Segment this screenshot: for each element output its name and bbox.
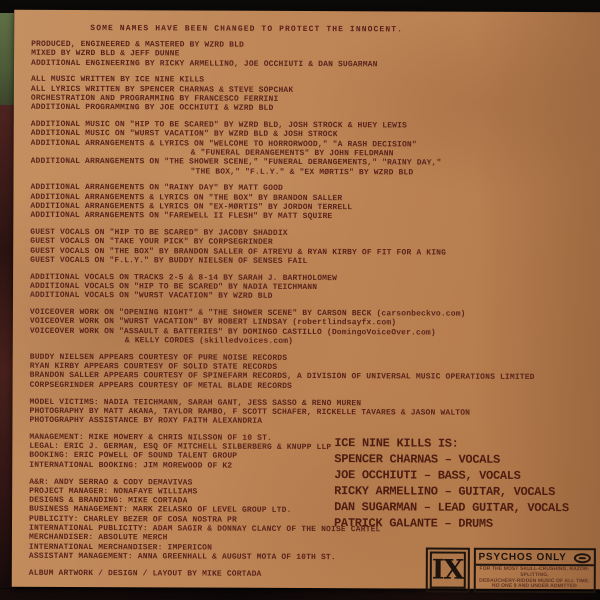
credit-line: ADDITIONAL PROGRAMMING BY JOE OCCHIUTI & WZRD BLD (30, 103, 274, 114)
credit-line: ADDITIONAL VOCALS ON "WURST VACATION" BY WZRD BLD (29, 291, 273, 302)
credit-line: PRODUCED, ENGINEERED & MASTERED BY WZRD BLD (31, 39, 245, 50)
liner-notes-sheet (12, 10, 600, 590)
credit-line: ADDITIONAL MUSIC ON "WURST VACATION" BY WZRD BLD & JOSH STROCK (30, 129, 338, 140)
credit-line: RYAN KIRBY APPEARS COURTESY OF SOLID STATE RECORDS (29, 361, 278, 372)
credit-line: INTERNATIONAL PUBLICITY: ADAM SAGIR & DONNAY CLANCY OF THE NOISE CARTEL (28, 523, 381, 535)
credit-block (30, 273, 596, 303)
credit-block (31, 120, 597, 178)
band-member: DAN SUGARMAN – LEAD GUITAR, VOCALS (334, 500, 569, 516)
rating-fine-print-line: FOR THE MOST SKULL-CRUSHING, RAZOR-SPLITTING, (479, 566, 590, 578)
backdrop-green-strip (0, 13, 14, 105)
credit-line: ADDITIONAL ARRANGEMENTS ON "THE SHOWER SCENE," "FUNERAL DERANGEMENTS," "RAINY DAY," (30, 157, 442, 168)
credit-block (30, 308, 596, 348)
tagline: SOME NAMES HAVE BEEN CHANGED TO PROTECT THE INNOCENT. (90, 24, 404, 35)
credit-line: GUEST VOCALS ON "HIP TO BE SCARED" BY JACOBY SHADDIX (30, 227, 288, 238)
credit-line: ALL MUSIC WRITTEN BY ICE NINE KILLS (30, 75, 205, 85)
credit-line: ADDITIONAL VOCALS ON "HIP TO BE SCARED" BY NADIA TEICHMANN (30, 281, 318, 293)
credit-line: ADDITIONAL ARRANGEMENTS & LYRICS ON "EX-MØRTIS" BY JORDON TERRELL (30, 201, 353, 213)
rating-fine-print-line: DEBAUCHERY-RIDDEN MUSIC OF ALL TIME. (479, 577, 590, 584)
rating-letter-inner-frame (430, 552, 466, 589)
credit-line: GUEST VOCALS ON "TAKE YOUR PICK" BY CORPSEGRINDER (30, 237, 273, 248)
band-member: PATRICK GALANTE – DRUMS (333, 516, 493, 531)
rating-letter: IX (431, 554, 464, 586)
band-member: SPENCER CHARNAS – VOCALS (334, 452, 500, 467)
credit-line: ALBUM ARTWORK / DESIGN / LAYOUT BY MIKE CORTADA (28, 568, 262, 579)
credit-line: ADDITIONAL MUSIC ON "HIP TO BE SCARED" BY WZRD BLD, JOSH STROCK & HUEY LEWIS (30, 119, 408, 131)
credit-line: BUDDY NIELSEN APPEARS COURTESY OF PURE NOISE RECORDS (29, 352, 288, 363)
credit-line: ADDITIONAL ARRANGEMENTS & LYRICS ON "WELCOME TO HORRORWOOD," "A RASH DECISION" (30, 138, 417, 150)
credit-line: VOICEOVER WORK ON "OPENING NIGHT" & "THE SHOWER SCENE" BY CARSON BECK (carsonbeckvo.com) (29, 307, 466, 319)
certificate-oval-logo-icon (574, 553, 591, 563)
credit-line: MANAGEMENT: MIKE MOWERY & CHRIS NILSSON OF 10 ST. (29, 432, 273, 443)
credit-line: VOICEOVER WORK ON "ASSAULT & BATTERIES" BY DOMINGO CASTILLO (DomingoVoiceOver.com) (29, 326, 436, 338)
rating-letter-box (426, 548, 470, 593)
credit-line: VOICEOVER WORK ON "WURST VACATION" BY ROBERT LINDSAY (robertlindsayfx.com) (29, 317, 397, 328)
credit-line: LEGAL: ERIC J. GERMAN, ESQ OF MITCHELL SILBERBERG & KNUPP LLP (29, 441, 332, 453)
credit-line: MIXED BY WZRD BLD & JEFF DUNNE (31, 49, 180, 59)
credit-line: A&R: ANDY SERRAO & CODY DEMAVIVAS (29, 477, 193, 488)
credit-line: GUEST VOCALS ON "F.L.Y." BY BUDDY NIELSEN OF SENSES FAIL (30, 255, 308, 266)
credit-line: & "FUNERAL DERANGEMENTS" BY JOHN FELDMANN (190, 148, 394, 159)
credit-line: ADDITIONAL ARRANGEMENTS ON "FAREWELL II FLESH" BY MATT SQUIRE (30, 211, 333, 222)
credit-line: ALL LYRICS WRITTEN BY SPENCER CHARNAS & STEVE SOPCHAK (30, 84, 294, 95)
credit-line: PHOTOGRAPHY BY MATT AKANA, TAYLOR RAMBO, F SCOTT SCHAFER, RICKELLE TAVARES & JASON WALTON (29, 406, 471, 418)
credit-line: ASSISTANT MANAGEMENT: ANNA GREENHALL & AUGUST MOTA OF 10TH ST. (28, 551, 336, 563)
credit-line: BRANDON SALLER APPEARS COURTESY OF SPINEFARM RECORDS, A DIVISION OF UNIVERSAL MUSIC OPERATIONS LIMITED (29, 371, 535, 383)
rating-certificate (473, 548, 595, 594)
credit-line: MERCHANDISER: ABSOLUTE MERCH (28, 533, 168, 543)
credit-block (30, 353, 596, 393)
credit-line: ADDITIONAL ARRANGEMENTS ON "RAINY DAY" BY MATT GOOD (30, 183, 284, 194)
credit-block (31, 40, 597, 70)
credit-line: PROJECT MANAGER: NONAFAYE WILLIAMS (29, 486, 198, 497)
credit-block (29, 397, 595, 427)
credit-line: CORPSEGRINDER APPEARS COURTESY OF METAL BLADE RECORDS (29, 380, 293, 391)
credit-line: BUSINESS MANAGEMENT: MARK ZELASKO OF LEVEL GROUP LTD. (29, 505, 292, 516)
credit-line: INTERNATIONAL BOOKING: JIM MOREWOOD OF K2 (29, 460, 233, 471)
band-lineup (334, 435, 596, 532)
credit-line: ADDITIONAL VOCALS ON TRACKS 2-5 & 8-14 BY SARAH J. BARTHOLOMEW (30, 272, 338, 283)
credit-line: DESIGNS & BRANDING: MIKE CORTADA (29, 495, 188, 506)
credit-line: PHOTOGRAPHY ASSISTANCE BY ROXY FAITH ALEXANDRIA (29, 415, 263, 426)
credit-line: MODEL VICTIMS: NADIA TEICHMANN, SARAH GANT, JESS SASSO & RENO MUREN (29, 397, 362, 408)
credit-block (30, 228, 596, 268)
rating-fine-print (475, 566, 593, 592)
credit-line: INTERNATIONAL MERCHANDISER: IMPERICON (28, 542, 213, 553)
credit-line: & KELLY CORDES (skilledvoices.com) (124, 336, 294, 346)
credit-line: GUEST VOCALS ON "THE BOX" BY BRANDON SALLER OF ATREYU & RYAN KIRBY OF FIT FOR A KING (30, 246, 447, 258)
credit-line: "THE BOX," "F.L.Y." & "EX MØRTIS" BY WZRD BLD (190, 167, 414, 178)
rating-fine-print-line: NO ONE 9 AND UNDER ADMITTED (491, 582, 577, 590)
credit-line: ADDITIONAL ENGINEERING BY RICKY ARMELLINO, JOE OCCHIUTI & DAN SUGARMAN (31, 58, 378, 69)
band-lineup-heading: ICE NINE KILLS IS: (334, 436, 459, 451)
credit-line: ADDITIONAL ARRANGEMENTS & LYRICS ON "THE BOX" BY BRANDON SALLER (30, 192, 343, 203)
credit-line: PUBLICITY: CHARLEY BEZER OF COSA NOSTRA PR (29, 514, 237, 525)
band-member: RICKY ARMELLINO – GUITAR, VOCALS (334, 484, 556, 500)
band-member: JOE OCCHIUTI – BASS, VOCALS (334, 468, 521, 483)
rating-title-row (475, 550, 593, 567)
credit-line: ORCHESTRATION AND PROGRAMMING BY FRANCESCO FERRINI (30, 93, 279, 104)
rating-box (426, 548, 590, 594)
rating-title: PSYCHOS ONLY (478, 551, 567, 564)
credit-block (30, 183, 596, 223)
credit-block (31, 75, 597, 115)
band-member-list (334, 451, 596, 532)
credit-line: BOOKING: ERIC POWELL OF SOUND TALENT GROUP (29, 451, 238, 462)
